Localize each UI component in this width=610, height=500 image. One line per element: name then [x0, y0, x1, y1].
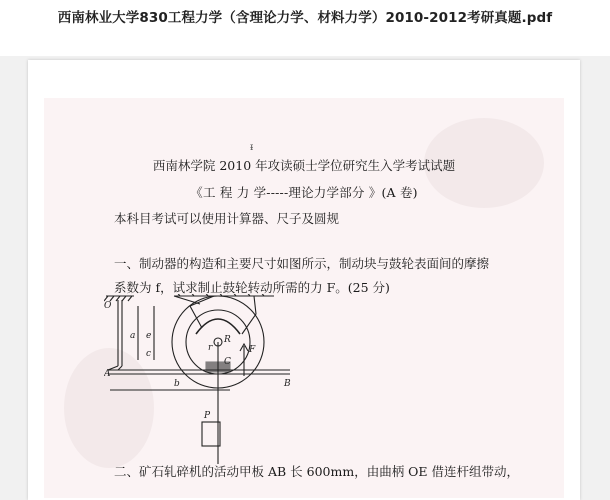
file-title: 西南林业大学830工程力学（含理论力学、材料力学）2010-2012考研真题.pdf [57, 10, 553, 26]
exam-title: 西南林学院 2010 年攻读硕士学位研究生入学考试试题 [152, 158, 456, 173]
label-b: b [174, 379, 180, 389]
exam-subtitle: 《工 程 力 学-----理论力学部分 》(A 卷) [190, 185, 418, 200]
label-B: B [284, 379, 291, 389]
label-P: P [204, 411, 211, 421]
file-title-bar [0, 0, 610, 56]
label-A: A [104, 369, 111, 379]
document-viewer[interactable] [0, 56, 610, 490]
scanned-exam-page [44, 98, 564, 498]
label-a: a [130, 331, 136, 341]
label-c: c [146, 349, 152, 359]
label-e: e [146, 331, 152, 341]
label-R: R [224, 335, 231, 345]
question-1-line-1: 一、制动器的构造和主要尺寸如图所示，制动块与鼓轮表面间的摩擦 [114, 256, 490, 271]
label-C: C [224, 357, 231, 367]
label-F: F [249, 345, 256, 355]
brake-diagram [104, 294, 294, 464]
question-1-line-2: 系数为 f，试求制止鼓轮转动所需的力 F。(25 分) [114, 280, 390, 295]
scan-speck: ᵻ [250, 142, 254, 153]
exam-note: 本科目考试可以使用计算器、尺子及圆规 [114, 211, 340, 226]
frame-right [242, 296, 256, 334]
frame-left [190, 296, 214, 328]
label-r: r [208, 343, 213, 353]
label-O: O [104, 301, 112, 311]
pdf-page [28, 60, 580, 500]
question-2-line-1: 二、矿石轧碎机的活动甲板 AB 长 600mm，由曲柄 OE 借连杆组带动， [114, 464, 520, 479]
weight-block [202, 422, 220, 446]
